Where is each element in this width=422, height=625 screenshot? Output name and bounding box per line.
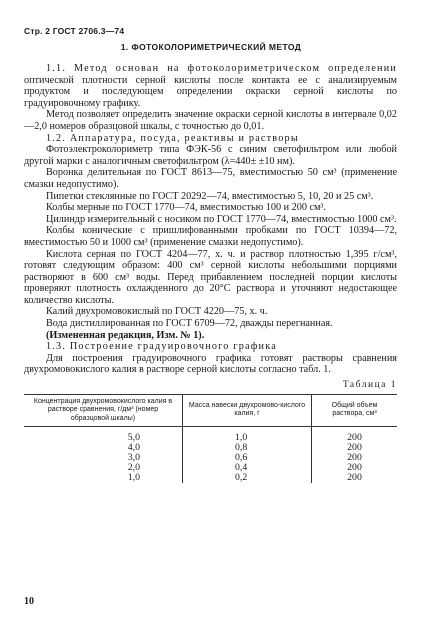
table-cell-mass: 0,2	[183, 473, 312, 483]
table-cell-volume: 200	[312, 463, 398, 473]
paragraph-1-1-rest: оптической плотности серной кислоты после контакта ее с анализируемым продуктом и последующем определении окраски серной кислоты по градуировочному графику.	[24, 74, 397, 109]
paragraph-potassium-dichromate: Калий двухромовокислый по ГОСТ 4220—75, х. ч.	[46, 306, 268, 318]
subsection-1-3-heading: 1.3. Построение градуировочного графика	[46, 341, 277, 353]
document-body	[24, 63, 397, 483]
paragraph-pipettes: Пипетки стеклянные по ГОСТ 20292—74, вместимостью 5, 10, 20 и 25 см³.	[46, 190, 374, 202]
table-row	[24, 463, 397, 473]
paragraph-method-range: Метод позволяет определить значение окраски серной кислоты в интервале 0,02—2,0 номеров образцовой шкалы, с точностью до 0,01.	[24, 109, 397, 132]
table-cell-mass: 1,0	[183, 427, 312, 444]
table-header-concentration: Концентрация двухромовокислого калия в растворе сравнения, г/дм³ (номер образцовой шкалы)	[24, 394, 183, 427]
paragraph-1-1	[24, 63, 397, 109]
table-label: Таблица 1	[342, 380, 397, 391]
table-header-volume: Общий объем раствора, см³	[312, 394, 398, 427]
table-row	[24, 453, 397, 463]
page-header: Стр. 2 ГОСТ 2706.3—74	[24, 26, 125, 36]
table-cell-volume: 200	[312, 453, 398, 463]
table-cell-mass: 0,6	[183, 453, 312, 463]
table-cell-concentration: 1,0	[127, 472, 140, 484]
table-row	[24, 443, 397, 453]
paragraph-calibration: Для построения градуировочного графика готовят растворы сравнения двухромовокислого калия в растворе серной кислоты согласно табл. 1.	[24, 352, 397, 376]
table-row	[24, 473, 397, 483]
table-cell-concentration: 4,0	[127, 442, 140, 454]
table-cell-volume: 200	[312, 443, 398, 453]
calibration-table	[24, 394, 397, 484]
table-header-row	[24, 394, 397, 427]
section-title: 1. ФОТОКОЛОРИМЕТРИЧЕСКИЙ МЕТОД	[120, 42, 302, 52]
table-row	[24, 427, 397, 444]
table-cell-concentration: 3,0	[127, 452, 140, 464]
table-cell-volume: 200	[312, 473, 398, 483]
page-number: 10	[24, 596, 34, 607]
table-cell-concentration: 5,0	[127, 432, 140, 444]
subsection-1-2-heading: 1.2. Аппаратура, посуда, реактивы и растворы	[46, 132, 299, 144]
paragraph-sulfuric-acid: Кислота серная по ГОСТ 4204—77, х. ч. и раствор плотностью 1,395 г/см³, готовят следующим образом: 400 см³ серной кислоты небольшими порциями растворяют в 600 см³ воды. Перед прибавлением последней порции кислоты проверяют плотность охлажденного до 20°С раствора и уточняют недостающее количество кислоты.	[24, 248, 397, 306]
table-cell-concentration: 2,0	[127, 462, 140, 474]
table-cell-volume: 200	[312, 427, 398, 444]
table-cell-mass: 0,8	[183, 443, 312, 453]
paragraph-cylinder: Цилиндр измерительный с носиком по ГОСТ 1770—74, вместимостью 1000 см³.	[46, 213, 397, 225]
paragraph-distilled-water: Вода дистиллированная по ГОСТ 6709—72, дважды перегнанная.	[46, 318, 333, 330]
table-cell-mass: 0,4	[183, 463, 312, 473]
paragraph-1-1-lead: 1.1. Метод основан на фотоколориметрическом определении	[46, 63, 397, 74]
paragraph-photocolorimeter: Фотоэлектроколориметр типа ФЭК-56 с синим светофильтром или любой другой марки с аналогичным светофильтром (λ=440± ±10 нм).	[24, 144, 397, 167]
amendment-note: (Измененная редакция, Изм. № 1).	[46, 329, 205, 341]
paragraph-flasks: Колбы мерные по ГОСТ 1770—74, вместимостью 100 и 200 см³.	[46, 202, 327, 214]
paragraph-funnel: Воронка делительная по ГОСТ 8613—75, вместимостью 50 см³ (применение смазки недопустимо).	[24, 167, 397, 190]
paragraph-conical-flasks: Колбы конические с пришлифованными пробками по ГОСТ 10394—72, вместимостью 50 и 1000 см³ (применение смазки недопустимо).	[24, 225, 397, 248]
table-header-mass: Масса навески двухромово-кислого калия, г	[183, 394, 312, 427]
